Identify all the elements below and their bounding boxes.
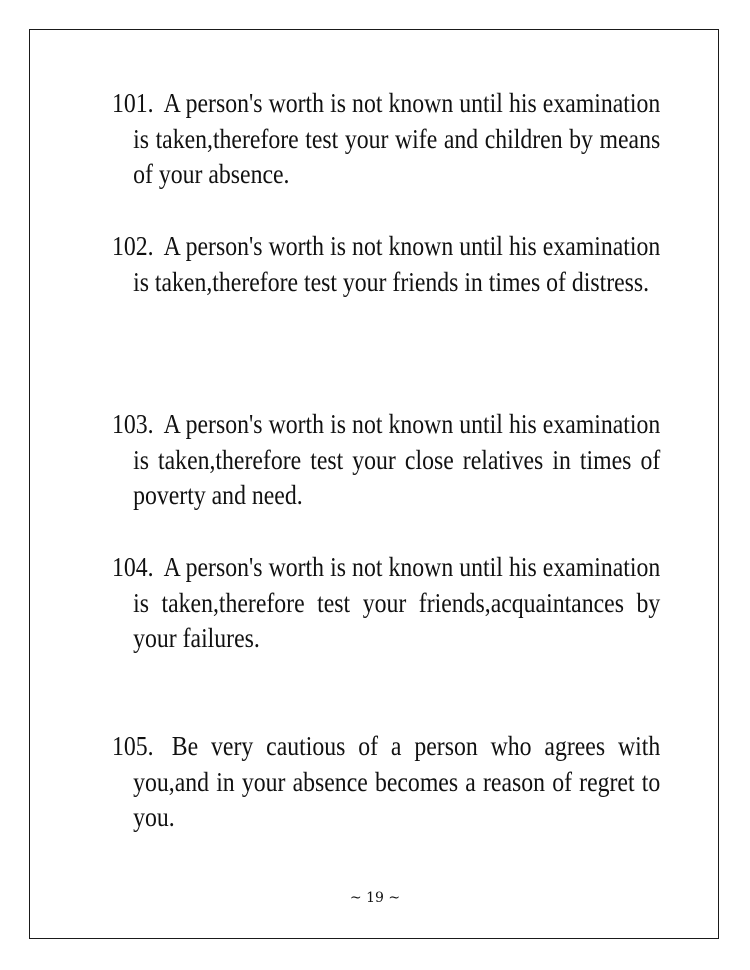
saying-104	[112, 550, 660, 657]
saying-number: 102.	[112, 231, 154, 261]
saying-number: 101.	[112, 88, 154, 118]
saying-101	[112, 86, 660, 193]
saying-text: Be very cautious of a person who agrees with you,and in your absence becomes a reason of regret to you.	[133, 731, 661, 832]
saying-number: 105.	[112, 731, 154, 761]
saying-text: A person's worth is not known until his examination is taken,therefore test your close relatives in times of poverty and need.	[133, 409, 661, 510]
saying-text: A person's worth is not known until his examination is taken,therefore test your wife and children by means of your absence.	[133, 88, 661, 189]
saying-number: 104.	[112, 552, 154, 582]
saying-105	[112, 729, 660, 836]
saying-103	[112, 407, 660, 514]
saying-number: 103.	[112, 409, 154, 439]
saying-text: A person's worth is not known until his examination is taken,therefore test your friends,acquaintances by your failures.	[133, 552, 661, 653]
saying-text: A person's worth is not known until his examination is taken,therefore test your friends in times of distress.	[133, 231, 661, 297]
page-number: ~ 19 ~	[349, 890, 401, 906]
saying-102	[112, 229, 660, 300]
